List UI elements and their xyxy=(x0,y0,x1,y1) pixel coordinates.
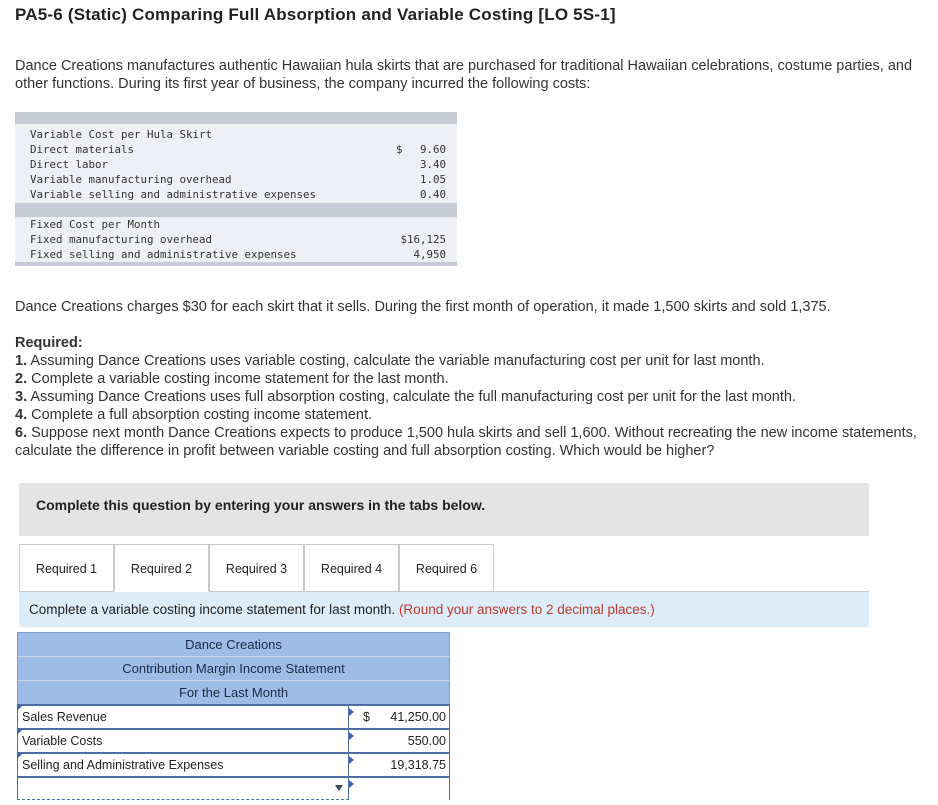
variable-heading: Variable Cost per Hula Skirt xyxy=(30,128,213,141)
required-item: 2. Complete a variable costing income statement for the last month. xyxy=(15,371,449,387)
required-heading: Required: xyxy=(15,335,83,351)
page-title: PA5-6 (Static) Comparing Full Absorption and Variable Costing [LO 5S-1] xyxy=(15,5,616,24)
income-statement xyxy=(17,632,450,800)
cost-row: Fixed selling and administrative expenses 4,950 xyxy=(30,248,446,261)
row-value-input[interactable] xyxy=(349,778,450,800)
cell-marker-icon xyxy=(349,708,354,716)
tab-required-2[interactable]: Required 2 xyxy=(114,544,209,592)
intro-paragraph: Dance Creations manufactures authentic Hawaiian hula skirts that are purchased for traditional Hawaiian celebrations, costume parties, and other functions. During its first year of business, the company incurred the following costs: xyxy=(15,58,913,92)
statement-company: Dance Creations xyxy=(17,632,450,656)
cell-corner-marker xyxy=(17,706,22,711)
tab-required-1[interactable]: Required 1 xyxy=(19,544,114,592)
tab-required-4[interactable]: Required 4 xyxy=(304,544,399,592)
cost-row: Direct labor 3.40 xyxy=(30,158,446,171)
complete-question-banner: Complete this question by entering your answers in the tabs below. xyxy=(19,483,869,536)
statement-row xyxy=(17,776,450,800)
statement-name: Contribution Margin Income Statement xyxy=(17,656,450,680)
row-value-input[interactable]: $ 41,250.00 xyxy=(349,706,450,728)
cell-marker-icon xyxy=(349,780,354,788)
cost-row: Direct materials $ 9.60 xyxy=(30,143,446,156)
statement-row xyxy=(17,728,450,752)
fixed-heading: Fixed Cost per Month xyxy=(30,218,161,231)
statement-row xyxy=(17,704,450,728)
cost-row: Variable manufacturing overhead 1.05 xyxy=(30,173,446,186)
cost-table-bottom-bar xyxy=(15,262,457,266)
instruction-text: Complete a variable costing income statement for last month. xyxy=(29,602,399,617)
required-item: 3. Assuming Dance Creations uses full absorption costing, calculate the full manufacturing cost per unit for the last month. xyxy=(15,389,796,405)
required-section xyxy=(15,334,925,460)
instruction-bar xyxy=(19,592,869,627)
cost-table-top-bar xyxy=(15,112,457,124)
cell-marker-icon xyxy=(349,732,354,740)
statement-period: For the Last Month xyxy=(17,680,450,704)
cell-corner-marker xyxy=(17,730,22,735)
cost-row: Variable selling and administrative expenses 0.40 xyxy=(30,188,446,201)
row-label-select[interactable]: Variable Costs xyxy=(17,730,349,752)
required-item: 1. Assuming Dance Creations uses variable costing, calculate the variable manufacturing cost per unit for last month. xyxy=(15,353,765,369)
row-label-select[interactable]: Selling and Administrative Expenses xyxy=(17,754,349,776)
instruction-note: (Round your answers to 2 decimal places.) xyxy=(398,602,655,617)
row-value-input[interactable]: 550.00 xyxy=(349,730,450,752)
cell-corner-marker xyxy=(17,754,22,759)
cell-marker-icon xyxy=(349,756,354,764)
cost-table-mid-bar xyxy=(15,203,457,217)
row-label-select[interactable] xyxy=(17,778,349,800)
required-item: 6. Suppose next month Dance Creations expects to produce 1,500 hula skirts and sell 1,600. Without recreating the new income statements, calculate the difference in profit between variable costing and full absorption costing. Which would be higher? xyxy=(15,425,917,459)
row-label-select[interactable]: Sales Revenue xyxy=(17,706,349,728)
charges-paragraph: Dance Creations charges $30 for each skirt that it sells. During the first month of operation, it made 1,500 skirts and sold 1,375. xyxy=(15,299,831,315)
statement-row xyxy=(17,752,450,776)
cost-table xyxy=(15,112,457,266)
row-value-input[interactable]: 19,318.75 xyxy=(349,754,450,776)
cost-row: Fixed manufacturing overhead $16,125 xyxy=(30,233,446,246)
tab-required-6[interactable]: Required 6 xyxy=(399,544,494,592)
chevron-down-icon[interactable] xyxy=(335,785,343,791)
required-item: 4. Complete a full absorption costing income statement. xyxy=(15,407,373,423)
tab-required-3[interactable]: Required 3 xyxy=(209,544,304,592)
